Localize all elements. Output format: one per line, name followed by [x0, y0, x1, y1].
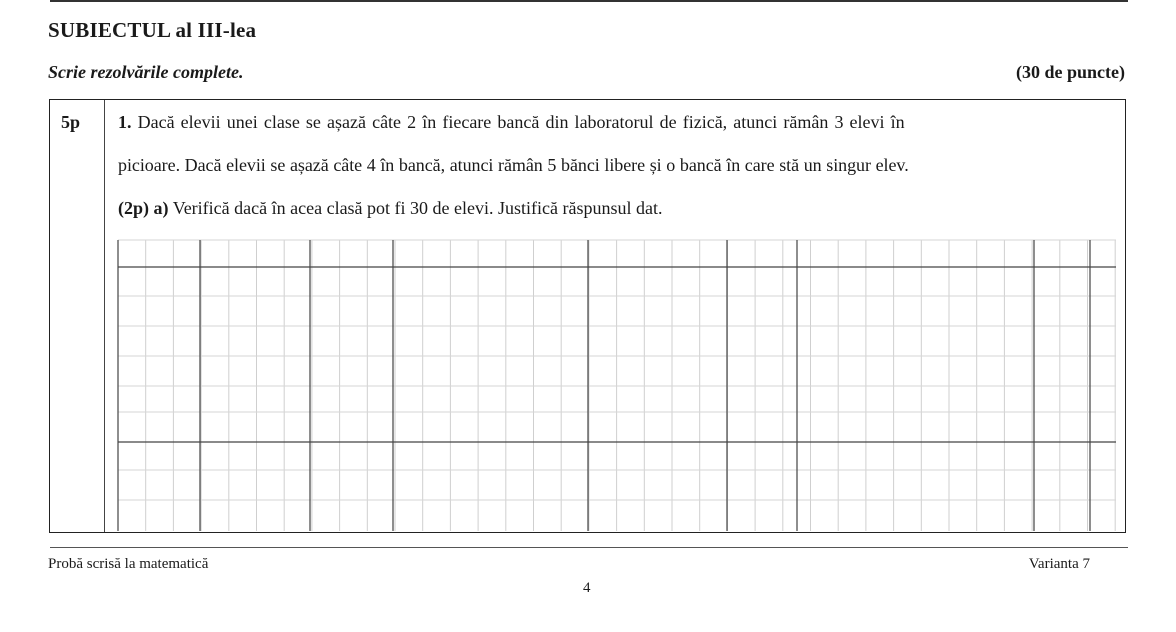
subpoint-label: a)	[153, 198, 169, 218]
total-points: (30 de puncte)	[1016, 62, 1125, 82]
problem-score: 5p	[61, 112, 81, 132]
statement-line1-text: Dacă elevii unei clase se așază câte 2 în fiecare bancă din laboratorul de fizică, atunci rămân 3 elevi în	[137, 112, 905, 132]
page-number: 4	[583, 580, 591, 596]
footer-exam-name: Probă scrisă la matematică	[48, 556, 209, 572]
subpoint-text: Verifică dacă în acea clasă pot fi 30 de elevi. Justifică răspunsul dat.	[172, 198, 663, 218]
subject-title: SUBIECTUL al III-lea	[48, 18, 257, 42]
problem-statement-line2: picioare. Dacă elevii se așază câte 4 în bancă, atunci rămân 5 bănci libere și o bancă în care stă un singur elev.	[118, 155, 909, 175]
instructions: Scrie rezolvările complete.	[48, 62, 244, 82]
subpoint-points: (2p)	[118, 198, 149, 218]
problem-number: 1.	[118, 112, 132, 132]
footer-rule	[50, 547, 1128, 548]
footer-variant: Varianta 7	[1028, 556, 1090, 572]
